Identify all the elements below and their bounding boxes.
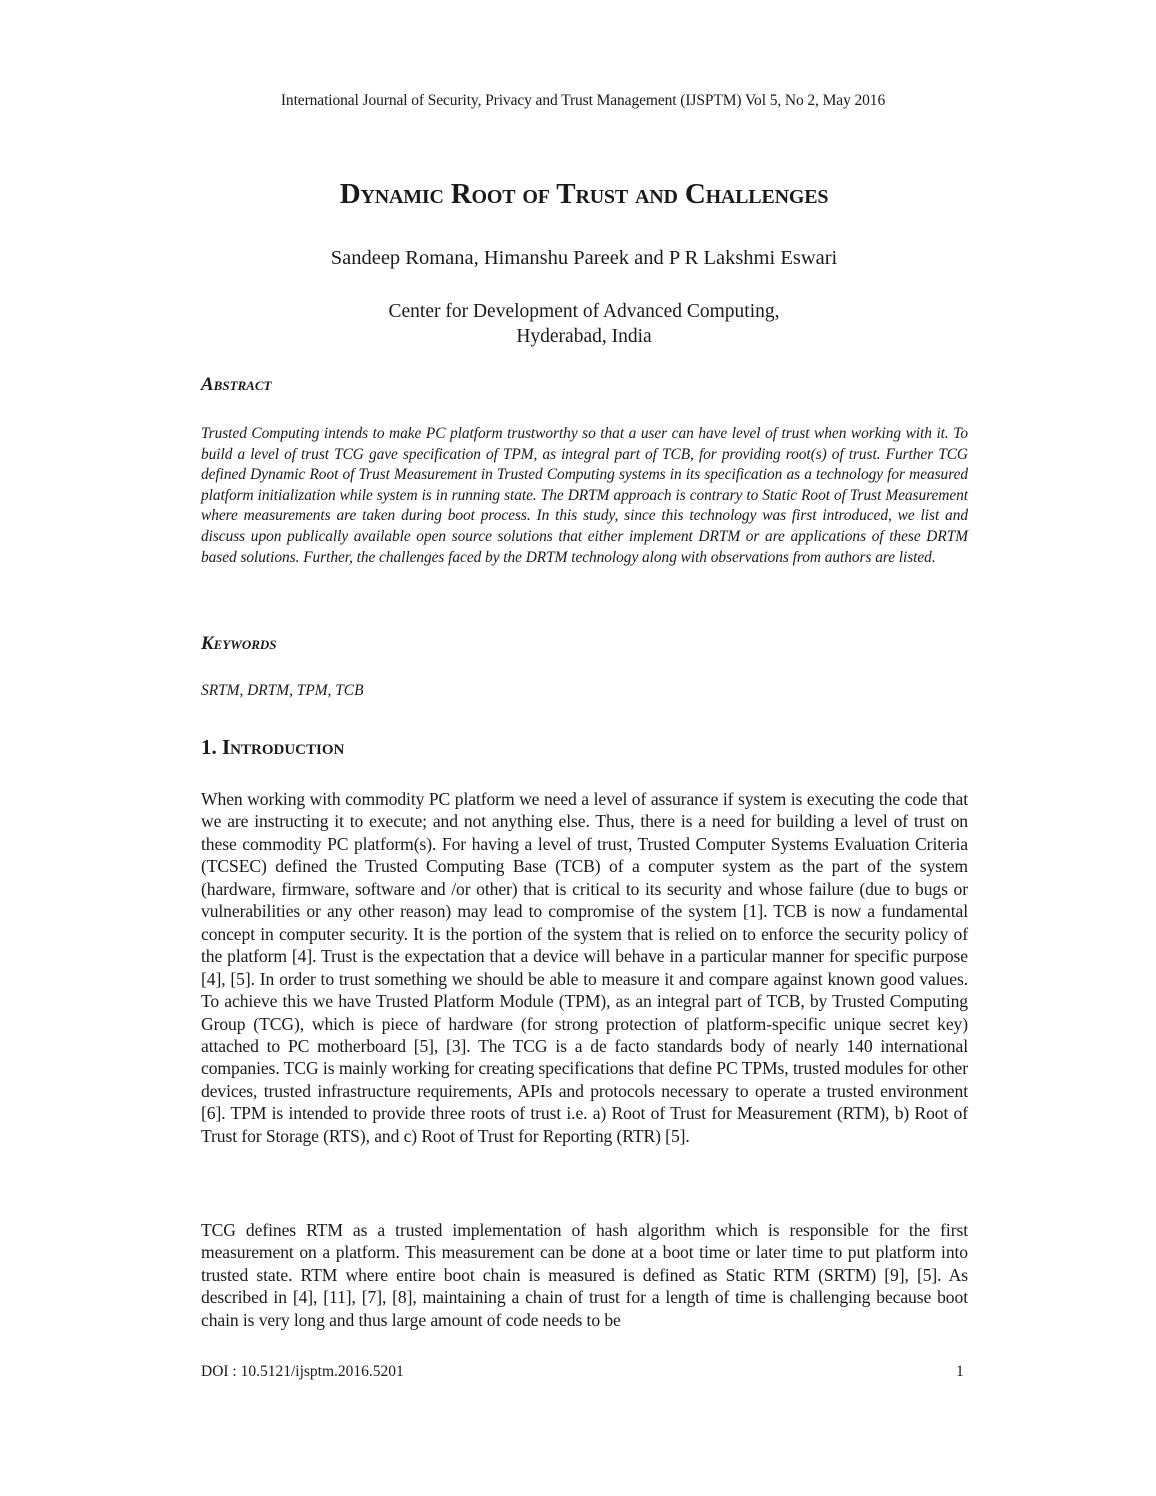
author-list: Sandeep Romana, Himanshu Pareek and P R Lakshmi Eswari	[330, 247, 838, 269]
keywords-text: SRTM, DRTM, TPM, TCB	[201, 682, 364, 699]
affiliation	[0, 299, 1156, 349]
affiliation-line-2: Hyderabad, India	[516, 326, 652, 347]
body-paragraph: When working with commodity PC platform we need a level of assurance if system is executing the code that we are instructing it to execute; and not anything else. Thus, there is a need for building a level of trust on these commodity PC platform(s). For having a level of trust, Trusted Computer Systems Evaluation Criteria (TCSEC) defined the Trusted Computing Base (TCB) of a computer system as the part of the system (hardware, firmware, software and /or other) that is critical to its security and whose failure (due to bugs or vulnerabilities or any other reason) may lead to compromise of the system [1]. TCB is now a fundamental concept in computer security. It is the portion of the system that is relied on to enforce the security policy of the platform [4]. Trust is the expectation that a device will behave in a particular manner for specific purpose [4], [5]. In order to trust something we should be able to measure it and compare against known good values. To achieve this we have Trusted Platform Module (TPM), as an integral part of TCB, by Trusted Computing Group (TCG), which is piece of hardware (for strong protection of platform-specific unique secret key) attached to PC motherboard [5], [3]. The TCG is a de facto standards body of nearly 140 international companies. TCG is mainly working for creating specifications that define PC TPMs, trusted modules for other devices, trusted infrastructure requirements, APIs and protocols necessary to operate a trusted environment [6]. TPM is intended to provide three roots of trust i.e. a) Root of Trust for Measurement (RTM), b) Root of Trust for Storage (RTS), and c) Root of Trust for Reporting (RTR) [5].	[201, 789, 968, 1146]
abstract-heading: Abstract	[201, 374, 272, 395]
keywords-heading: Keywords	[201, 633, 277, 654]
page-number: 1	[956, 1363, 964, 1380]
running-head: International Journal of Security, Privacy and Trust Management (IJSPTM) Vol 5, No 2, May 2016	[280, 92, 886, 109]
body-paragraph: TCG defines RTM as a trusted implementation of hash algorithm which is responsible for the first measurement on a platform. This measurement can be done at a boot time or later time to put platform into trusted state. RTM where entire boot chain is measured is defined as Static RTM (SRTM) [9], [5]. As described in [4], [11], [7], [8], maintaining a chain of trust for a length of time is challenging because boot chain is very long and thus large amount of code needs to be	[201, 1220, 968, 1330]
footer-doi: DOI : 10.5121/ijsptm.2016.5201	[201, 1363, 404, 1380]
paper-title: Dynamic Root of Trust and Challenges	[339, 178, 829, 210]
section-heading-introduction: 1. Introduction	[201, 735, 345, 759]
abstract-text: Trusted Computing intends to make PC platform trustworthy so that a user can have level of trust when working with it. To build a level of trust TCG gave specification of TPM, as integral part of TCB, for providing root(s) of trust. Further TCG defined Dynamic Root of Trust Measurement in Trusted Computing systems in its specification as a technology for measured platform initialization while system is in running state. The DRTM approach is contrary to Static Root of Trust Measurement where measurements are taken during boot process. In this study, since this technology was first introduced, we list and discuss upon publically available open source solutions that either implement DRTM or are applications of these DRTM based solutions. Further, the challenges faced by the DRTM technology along with observations from authors are listed.	[201, 425, 968, 566]
affiliation-line-1: Center for Development of Advanced Computing,	[388, 301, 780, 322]
